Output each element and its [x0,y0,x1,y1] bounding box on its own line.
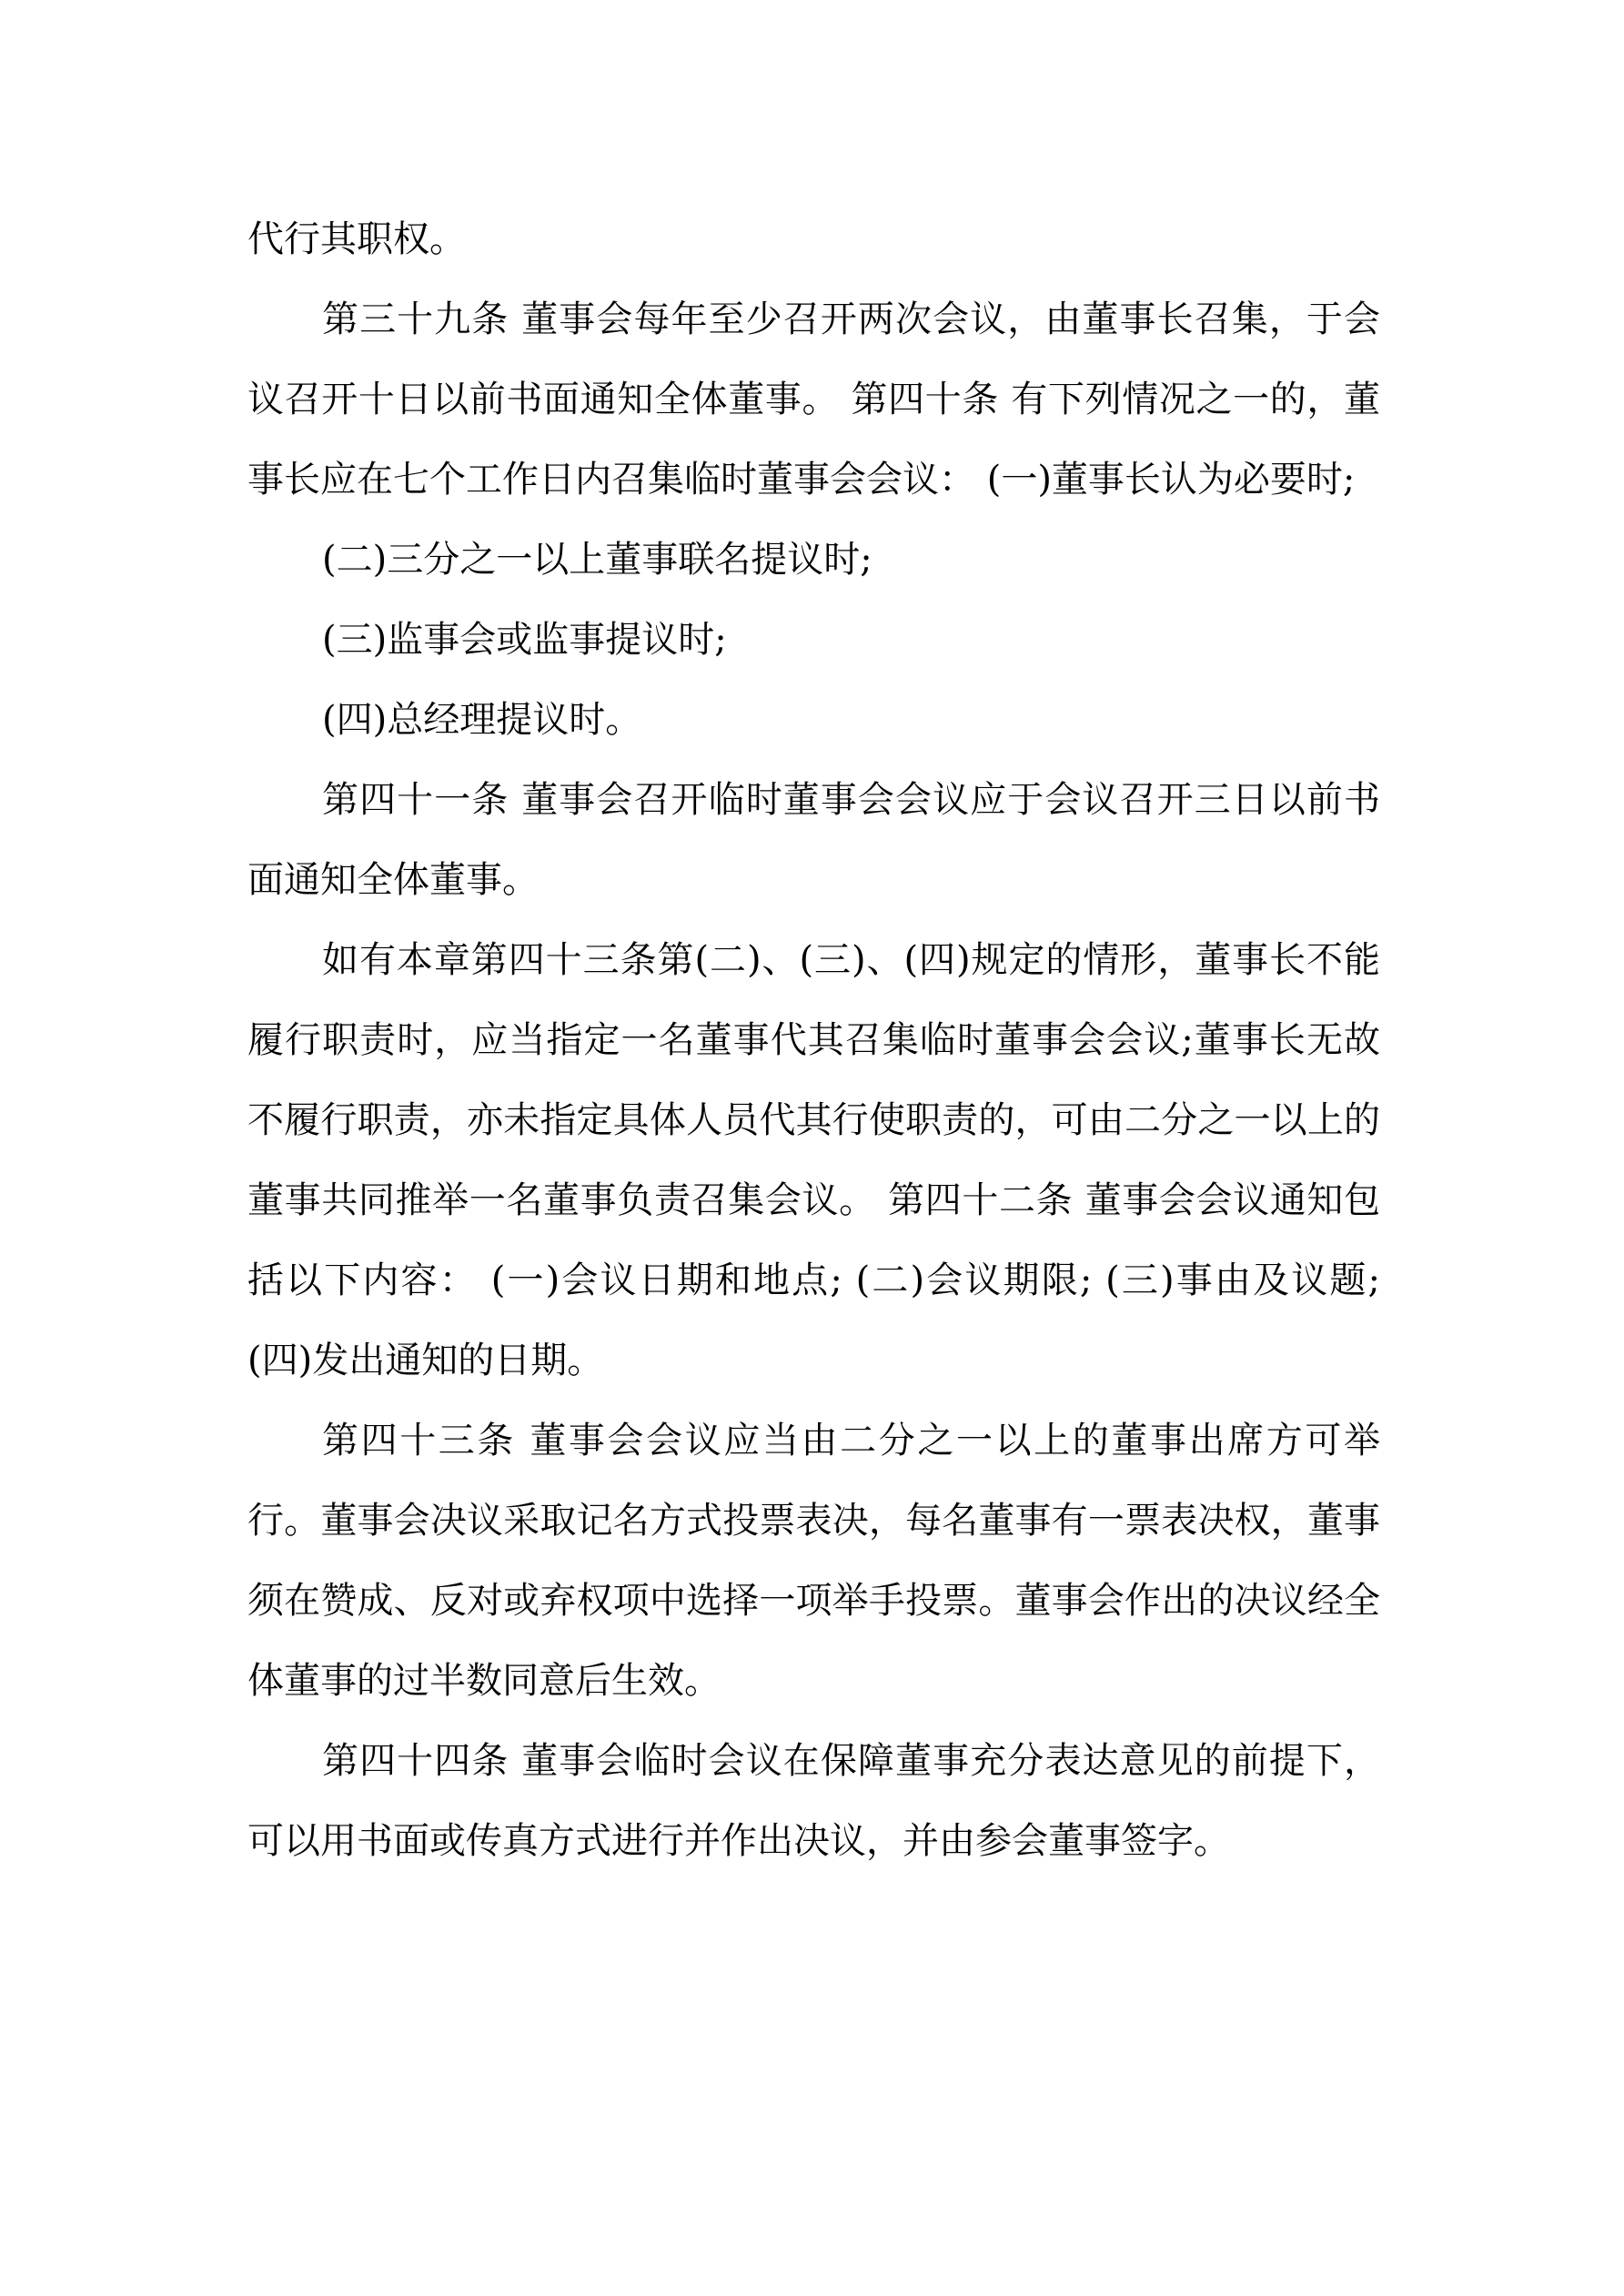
paragraph-item-3: (三)监事会或监事提议时; [322,619,727,661]
paragraph-article-39-40: 第三十九条 董事会每年至少召开两次会议，由董事长召集，于会议召开十日以前书面通知全体董事。 第四十条 有下列情况之一的，董事长应在七个工作日内召集临时董事会会议： (一)董事长认为必要时; [247,298,1380,501]
paragraph-article-43: 第四十三条 董事会会议应当由二分之一以上的董事出席方可举行。董事会决议采取记名方式投票表决，每名董事有一票表决权，董事须在赞成、反对或弃权项中选择一项举手投票。董事会作出的决议经全体董事的过半数同意后生效。 [247,1420,1380,1702]
document-body [247,199,1380,1881]
paragraph-item-4: (四)总经理提议时。 [322,699,642,741]
paragraph-article-44: 第四十四条 董事会临时会议在保障董事充分表达意见的前提下，可以用书面或传真方式进行并作出决议，并由参会董事签字。 [247,1740,1380,1862]
paragraph-item-2: (二)三分之一以上董事联名提议时; [322,539,873,581]
paragraph-article-41-cont-42: 如有本章第四十三条第(二)、(三)、(四)规定的情形，董事长不能履行职责时，应当指定一名董事代其召集临时董事会会议;董事长无故不履行职责，亦未指定具体人员代其行使职责的，可由二分之一以上的董事共同推举一名董事负责召集会议。 第四十二条 董事会会议通知包括以下内容： (一)会议日期和地点; (二)会议期限; (三)事由及议题; (四)发出通知的日期。 [247,939,1380,1381]
paragraph-article-41: 第四十一条 董事会召开临时董事会会议应于会议召开三日以前书面通知全体董事。 [247,779,1380,901]
paragraph-continuation: 代行其职权。 [247,218,466,260]
